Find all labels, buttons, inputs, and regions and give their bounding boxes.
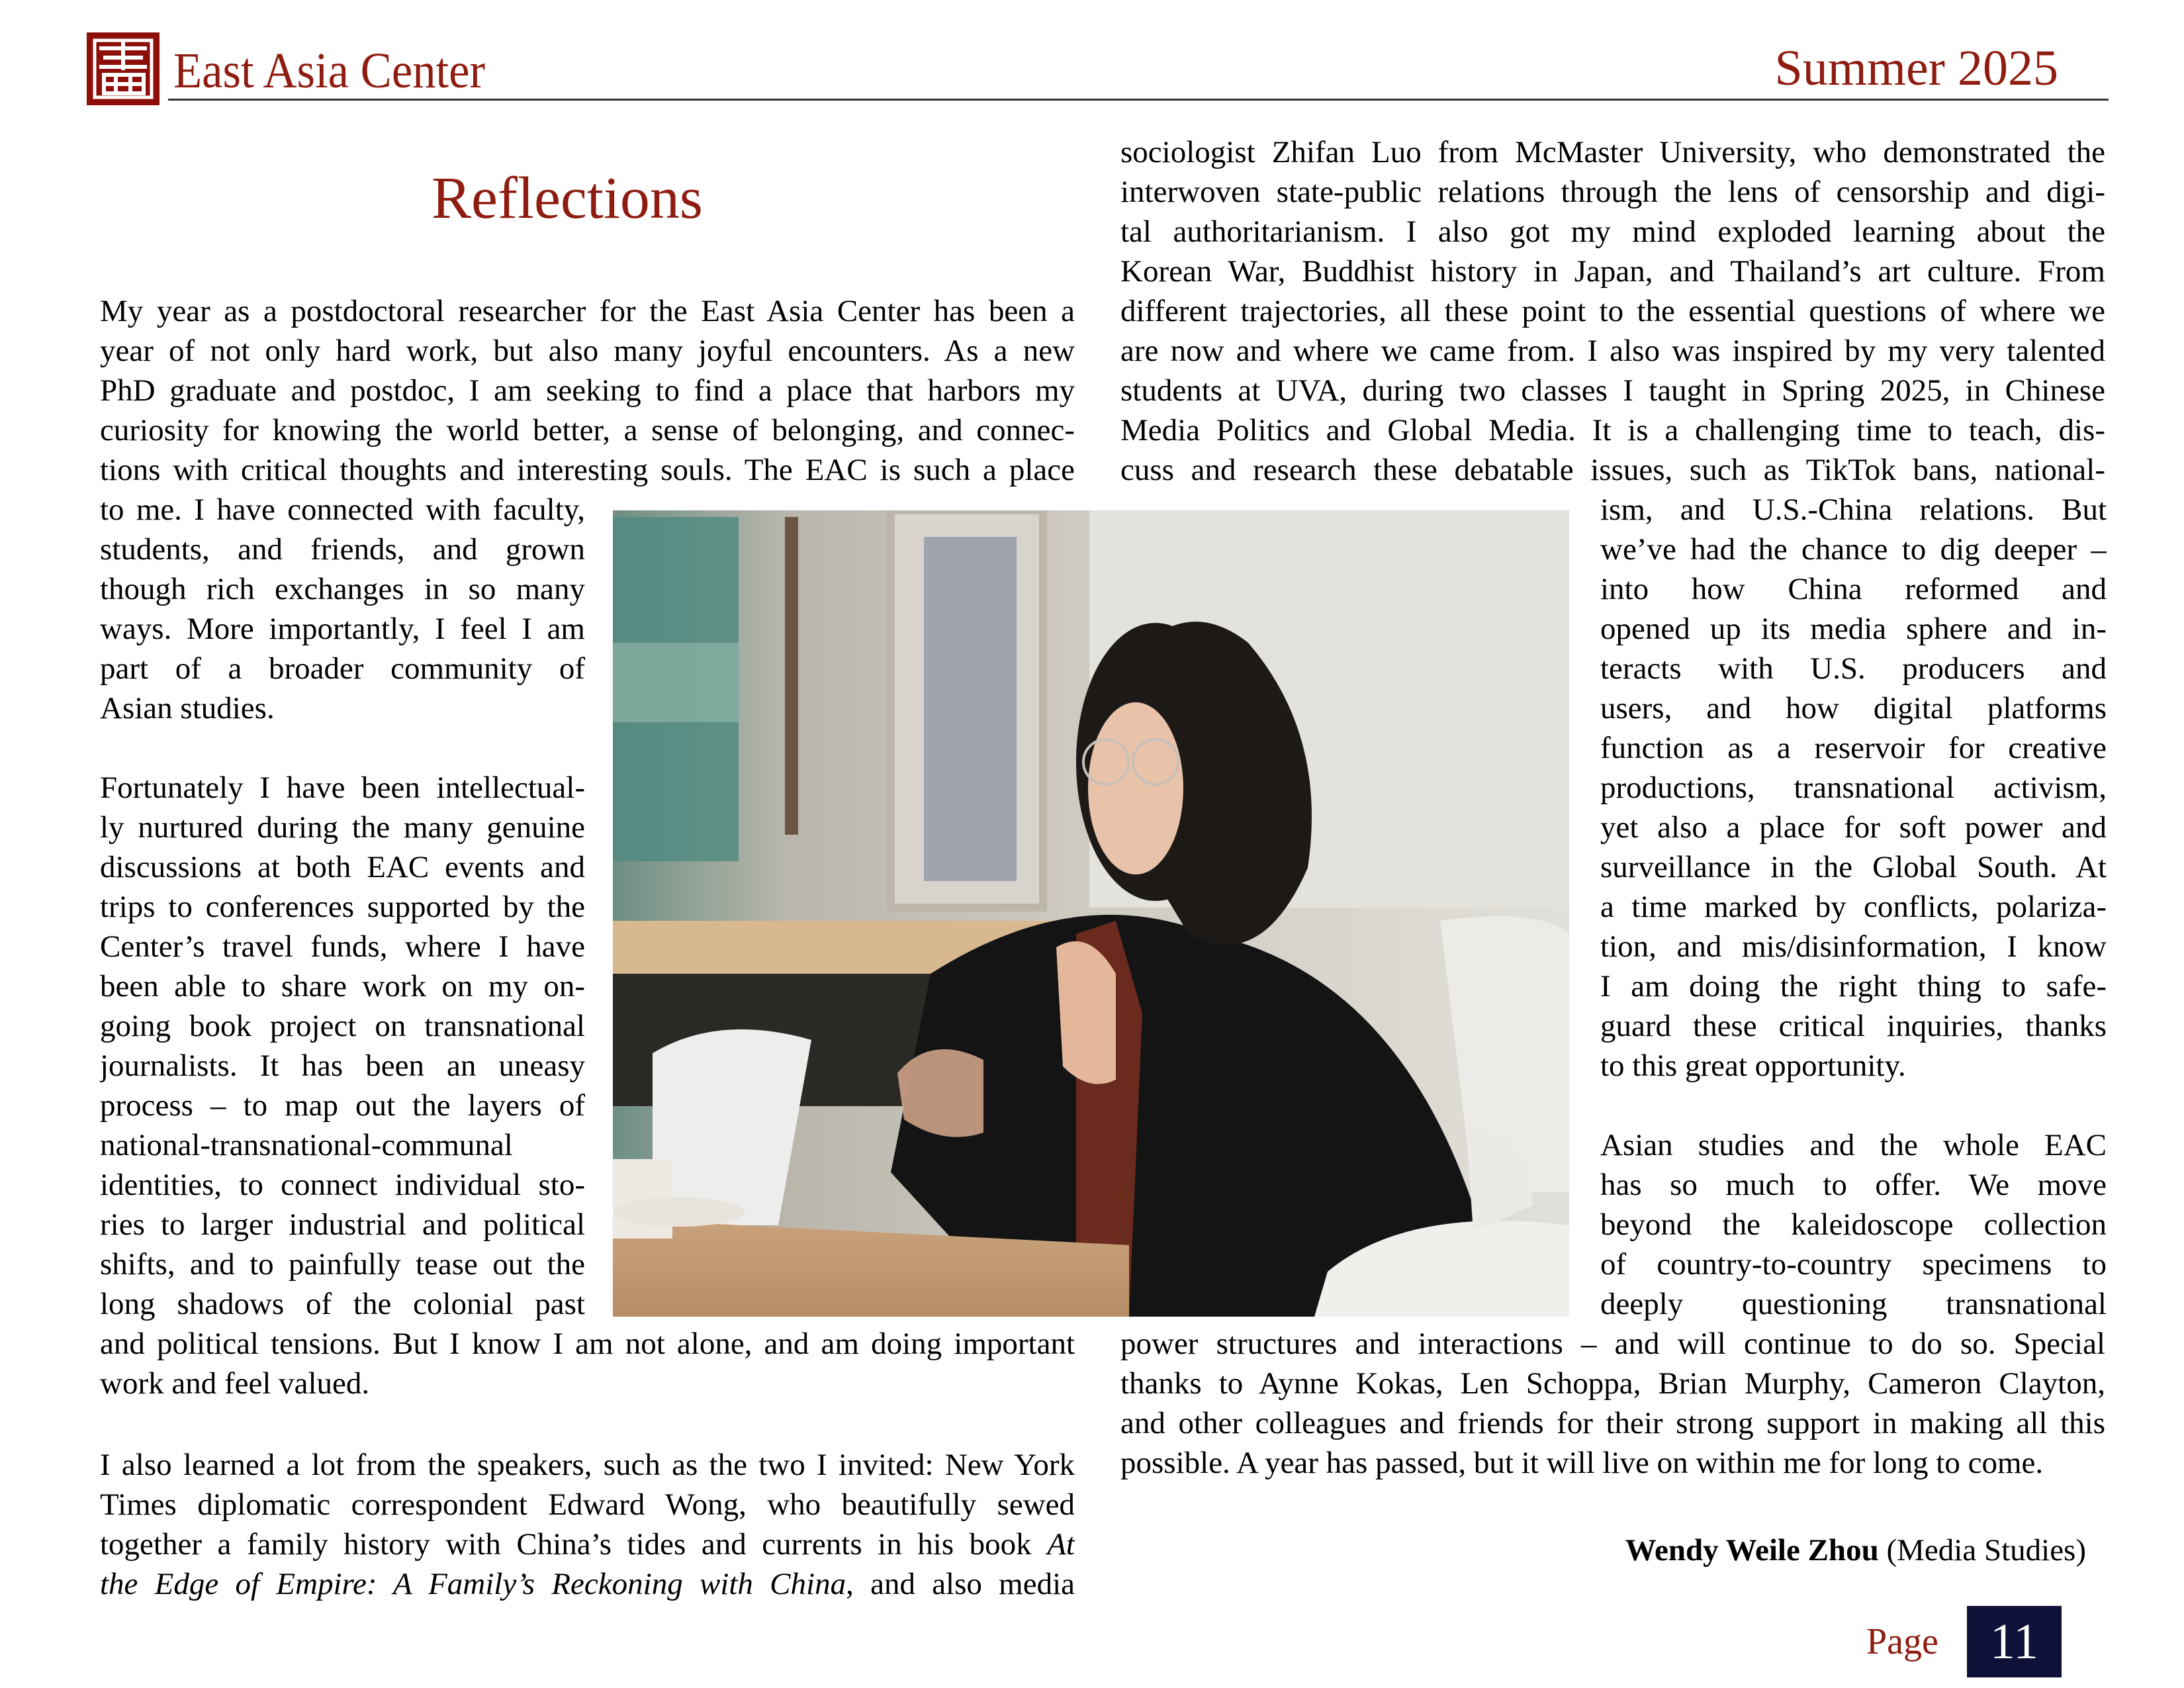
text-line: and other colleagues and friends for their strong support in making all this — [1120, 1406, 2105, 1440]
text-line: Times diplomatic correspondent Edward Wong, who beautifully sewed — [100, 1487, 1075, 1522]
text-line: Asian studies and the whole EAC — [1600, 1128, 2107, 1162]
text-line: guard these critical inquiries, thanks — [1600, 1009, 2107, 1043]
text-line: a time marked by conflicts, polariza- — [1600, 890, 2107, 924]
article-title: Reflections — [432, 165, 703, 231]
text-line: and political tensions. But I know I am not alone, and am doing important — [100, 1327, 1075, 1361]
text-line: My year as a postdoctoral researcher for the East Asia Center has been a — [100, 294, 1075, 328]
text-line: going book project on transnational — [100, 1009, 585, 1043]
text-line: tion, and mis/disinformation, I know — [1600, 929, 2107, 964]
text-line: deeply questioning transnational — [1600, 1287, 2107, 1321]
text-line: shifts, and to painfully tease out the — [100, 1247, 585, 1282]
text-line: ways. More importantly, I feel I am — [100, 612, 585, 646]
text-line: ries to larger industrial and political — [100, 1207, 585, 1242]
author-affiliation: (Media Studies) — [1886, 1533, 2086, 1568]
text-line — [100, 1564, 1075, 1604]
book-title-italic: At — [1047, 1527, 1075, 1562]
text-line: function as a reservoir for creative — [1600, 731, 2107, 765]
text-line: thanks to Aynne Kokas, Len Schoppa, Brian Murphy, Cameron Clayton, — [1120, 1366, 2105, 1401]
text-line: I am doing the right thing to safe- — [1600, 969, 2107, 1004]
text-line: Asian studies. — [100, 691, 275, 726]
text-line: Media Politics and Global Media. It is a challenging time to teach, dis- — [1120, 413, 2105, 447]
author-signature — [1625, 1530, 2086, 1570]
text-line: journalists. It has been an uneasy — [100, 1049, 585, 1083]
text-line: I also learned a lot from the speakers, such as the two I invited: New York — [100, 1448, 1075, 1482]
text-line: tal authoritarianism. I also got my mind exploded learning about the — [1120, 214, 2105, 249]
text-line: has so much to offer. We move — [1600, 1168, 2107, 1202]
text-line: Fortunately I have been intellectual- — [100, 771, 585, 805]
text-line: though rich exchanges in so many — [100, 572, 585, 606]
text-line: surveillance in the Global South. At — [1600, 850, 2107, 884]
text-line: curiosity for knowing the world better, a sense of belonging, and connec- — [100, 413, 1075, 447]
text-line: been able to share work on my on- — [100, 969, 585, 1004]
text-line: users, and how digital platforms — [1600, 691, 2107, 726]
text-segment: together a family history with China’s tides and currents in his book — [100, 1527, 1032, 1562]
text-line: we’ve had the chance to dig deeper – — [1600, 532, 2107, 567]
text-line: into how China reformed and — [1600, 572, 2107, 606]
text-line: Center’s travel funds, where I have — [100, 929, 585, 964]
text-line: productions, transnational activism, — [1600, 771, 2107, 805]
text-line: tions with critical thoughts and interesting souls. The EAC is such a place — [100, 453, 1075, 487]
page-number: 11 — [1967, 1606, 2062, 1677]
text-line: to this great opportunity. — [1600, 1049, 1906, 1083]
text-segment: , and also media — [846, 1567, 1075, 1601]
author-name: Wendy Weile Zhou — [1625, 1533, 1879, 1568]
text-line: to me. I have connected with faculty, — [100, 492, 585, 527]
text-line — [100, 1524, 1075, 1564]
text-line: beyond the kaleidoscope collection — [1600, 1207, 2107, 1242]
text-line: yet also a place for soft power and — [1600, 810, 2107, 845]
text-line: year of not only hard work, but also many joyful encounters. As a new — [100, 334, 1075, 368]
text-line: national-transnational-communal — [100, 1128, 513, 1162]
text-line: interwoven state-public relations through the lens of censorship and digi- — [1120, 175, 2105, 209]
text-line: are now and where we came from. I also was inspired by my very talented — [1120, 334, 2105, 368]
text-line: students, and friends, and grown — [100, 532, 585, 567]
photo-image-icon — [613, 510, 1569, 1317]
text-line: discussions at both EAC events and — [100, 850, 585, 884]
text-line: of country-to-country specimens to — [1600, 1247, 2107, 1282]
text-line: students at UVA, during two classes I taught in Spring 2025, in Chinese — [1120, 373, 2105, 408]
text-line: sociologist Zhifan Luo from McMaster University, who demonstrated the — [1120, 135, 2105, 169]
text-line: opened up its media sphere and in- — [1600, 612, 2107, 646]
text-line: work and feel valued. — [100, 1366, 370, 1401]
text-line: cuss and research these debatable issues, such as TikTok bans, national- — [1120, 453, 2105, 487]
page-label: Page — [1866, 1621, 1938, 1662]
text-line: identities, to connect individual sto- — [100, 1168, 585, 1202]
text-line: ism, and U.S.-China relations. But — [1600, 492, 2107, 527]
text-line: PhD graduate and postdoc, I am seeking to find a place that harbors my — [100, 373, 1075, 408]
text-line: long shadows of the colonial past — [100, 1287, 585, 1321]
text-line: ly nurtured during the many genuine — [100, 810, 585, 845]
text-line: part of a broader community of — [100, 651, 585, 686]
speaker-photo — [613, 510, 1569, 1317]
text-line: different trajectories, all these point to the essential questions of where we — [1120, 294, 2105, 328]
chinese-seal-logo-icon — [87, 32, 159, 105]
text-line: possible. A year has passed, but it will live on within me for long to come. — [1120, 1446, 2044, 1480]
text-line: Korean War, Buddhist history in Japan, and Thailand’s art culture. From — [1120, 254, 2105, 289]
text-line: process – to map out the layers of — [100, 1088, 585, 1123]
issue-date: Summer 2025 — [1774, 40, 2058, 96]
book-title-italic: the Edge of Empire: A Family’s Reckoning with China — [100, 1567, 846, 1601]
publisher-name: East Asia Center — [173, 43, 486, 99]
text-line: power structures and interactions – and will continue to do so. Special — [1120, 1327, 2105, 1361]
text-line: teracts with U.S. producers and — [1600, 651, 2107, 686]
text-line: trips to conferences supported by the — [100, 890, 585, 924]
header-divider — [168, 99, 2109, 101]
